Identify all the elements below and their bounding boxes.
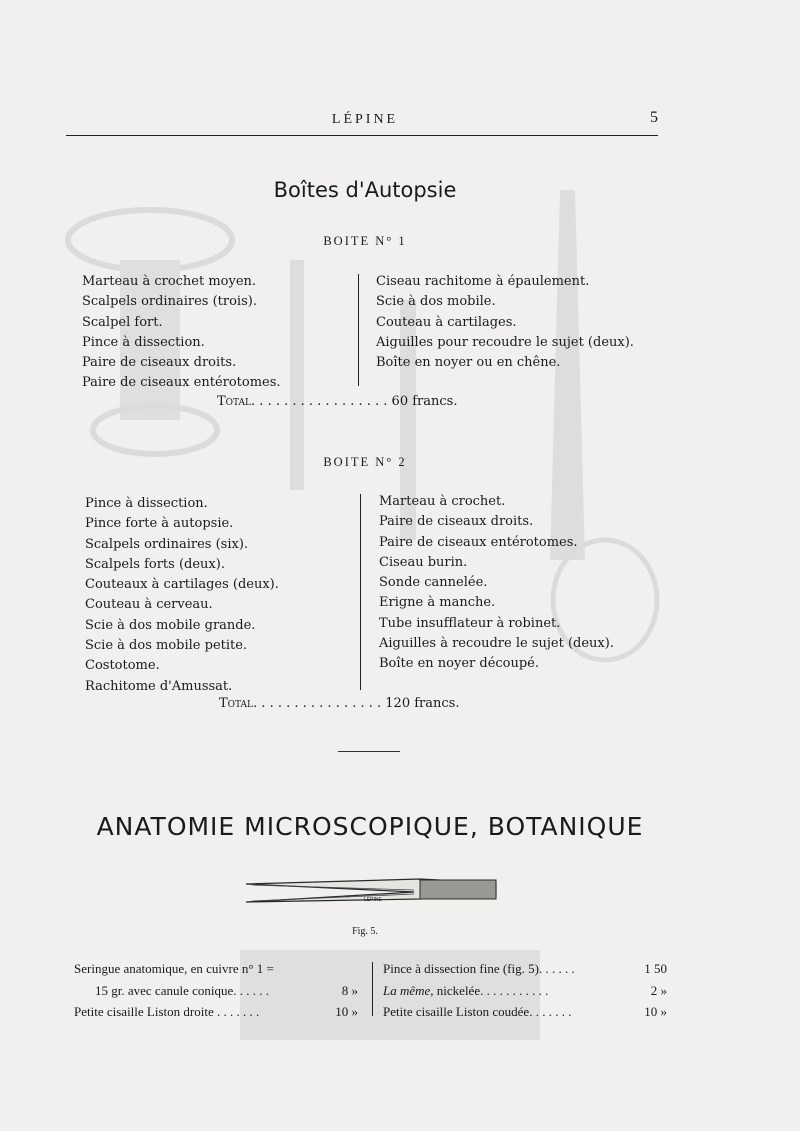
list-item: Scalpel fort. [82,314,163,330]
list-item: Ciseau rachitome à épaulement. [376,274,590,289]
list-item: Tube insufflateur à robinet. [379,615,561,631]
list-item: Pince à dissection fine (fig. 5). . . . . . 1 50 [383,958,673,980]
price: 8 » [341,982,358,998]
list-item: Petite cisaille Liston droite . . . . . . . 10 » [74,1001,366,1023]
list-item: Couteaux à cartilages (deux). [85,577,279,593]
list-item: Aiguilles à recoudre le sujet (deux). [379,636,614,652]
list-item: 15 gr. avec canule conique. . . . . . 8 » [74,980,366,1002]
anatomy-left-list [74,958,366,1023]
total-label: Total [217,394,252,409]
header-rule [66,135,658,136]
price: 10 » [335,1004,358,1019]
list-item: Seringue anatomique, en cuivre n° 1 = [74,961,274,976]
figure-caption: Fig. 5. [352,926,378,937]
anatomy-column-divider [372,962,373,1016]
box1-right-list [376,272,634,373]
box1-title: BOITE N° 1 [323,234,407,248]
list-item: Scalpels ordinaires (six). [85,536,249,552]
list-item: Marteau à crochet. [379,494,506,509]
fine-dissection-forceps-illustration [244,872,500,912]
box1-column-divider [358,274,359,386]
list-item: Paire de ciseaux entérotomes. [82,375,281,391]
list-item: Boîte en noyer ou en chêne. [376,355,561,371]
anatomy-title: ANATOMIE MICROSCOPIQUE, BOTANIQUE [96,812,644,841]
box2-column-divider [360,494,361,690]
list-item: Scalpels forts (deux). [85,556,225,572]
list-item: Couteau à cartilages. [376,314,517,330]
list-item: Sonde cannelée. [379,575,488,591]
list-item: Scalpels ordinaires (trois). [82,294,257,310]
list-item: Marteau à crochet moyen. [82,274,257,289]
list-item: Petite cisaille Liston coudée. . . . . . . 10 » [383,1001,673,1023]
section-title: Boîtes d'Autopsie [273,178,457,202]
box2-total: Total. . . . . . . . . . . . . . . . 120 francs. [219,696,460,711]
list-item: Couteau à cerveau. [85,597,213,613]
list-item: Scie à dos mobile grande. [85,617,256,633]
box1-left-list [82,272,281,394]
list-item: Pince forte à autopsie. [85,516,234,532]
list-item: Boîte en noyer découpé. [379,656,540,672]
price: 1 50 [644,961,667,976]
list-item: Pince à dissection. [82,334,205,350]
price: 10 » [644,1004,667,1019]
total-label: Total [219,696,254,711]
box2-left-list [85,494,279,697]
list-item: Aiguilles pour recoudre le sujet (deux). [376,334,634,350]
running-head: LÉPINE [331,112,399,127]
list-item: Erigne à manche. [379,595,496,611]
page-number: 5 [650,109,658,126]
list-item: Scie à dos mobile. [376,294,496,310]
list-item: Paire de ciseaux droits. [82,355,237,371]
list-item: Scie à dos mobile petite. [85,638,248,654]
list-item: La même, nickelée. . . . . . . . . . . 2 » [383,980,673,1002]
total-value: 60 francs. [391,394,458,409]
box2-right-list [379,492,614,675]
total-value: 120 francs. [385,696,460,711]
forceps-engraving: LÉPINE [364,897,382,903]
list-item: Costotome. [85,658,160,674]
list-item: Paire de ciseaux entérotomes. [379,534,578,550]
price: 2 » [650,982,667,998]
box2-title: BOITE N° 2 [323,455,407,469]
list-item: Pince à dissection. [85,496,208,511]
anatomy-right-list [383,958,673,1023]
list-item: Paire de ciseaux droits. [379,514,534,530]
box1-total: Total. . . . . . . . . . . . . . . . . 60 francs. [217,394,458,409]
list-item: Ciseau burin. [379,554,468,570]
list-item: Rachitome d'Amussat. [85,678,233,694]
section-separator [338,751,400,752]
